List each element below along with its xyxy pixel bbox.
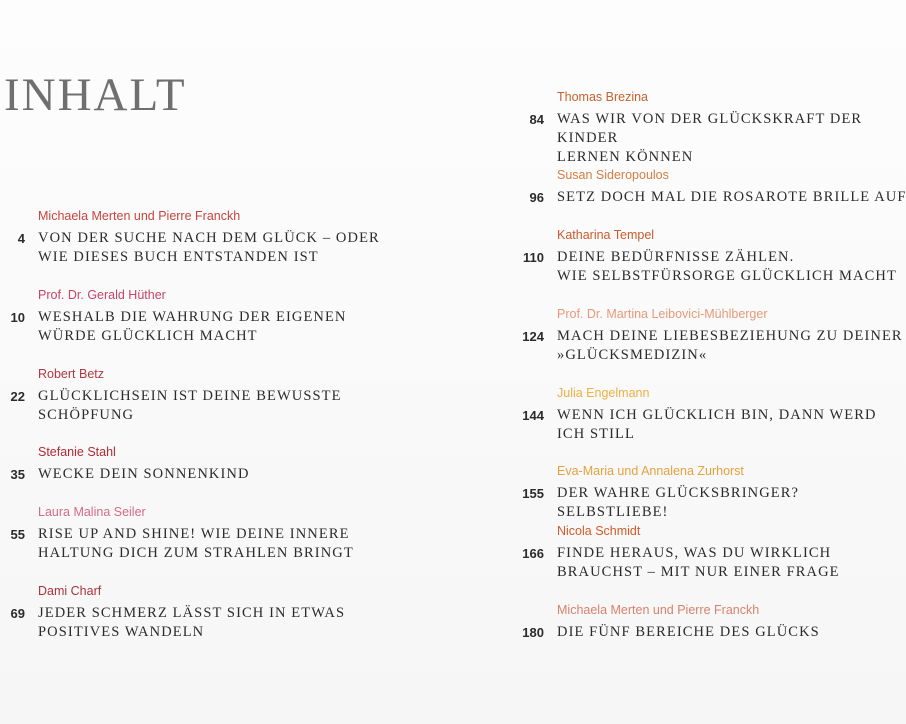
toc-entry-page-number: 110 (523, 250, 544, 265)
toc-entry-page-number: 84 (529, 112, 544, 127)
toc-entry-title: RISE UP AND SHINE! WIE DEINE INNERE HALTUNG DICH ZUM STRAHLEN BRINGT (38, 526, 354, 561)
toc-entry-title: JEDER SCHMERZ LÄSST SICH IN ETWAS POSITIVES WANDELN (38, 605, 346, 640)
toc-entry-title: WENN ICH GLÜCKLICH BIN, DANN WERD ICH STILL (557, 407, 877, 442)
toc-entry-title: DER WAHRE GLÜCKSBRINGER? SELBSTLIEBE! (557, 485, 800, 520)
toc-entry-title: GLÜCKLICHSEIN IST DEINE BEWUSSTE SCHÖPFUNG (38, 388, 342, 423)
toc-entry-author: Robert Betz (38, 367, 105, 381)
toc-entry-author: Prof. Dr. Martina Leibovici-Mühlberger (557, 307, 768, 321)
toc-entry-author: Dami Charf (38, 584, 102, 598)
toc-entry-title: DEINE BEDÜRFNISSE ZÄHLEN. WIE SELBSTFÜRSORGE GLÜCKLICH MACHT (557, 249, 897, 284)
toc-entry-title: MACH DEINE LIEBESBEZIEHUNG ZU DEINER »GLÜCKSMEDIZIN« (557, 328, 903, 363)
toc-entry-title: WESHALB DIE WAHRUNG DER EIGENEN WÜRDE GLÜCKLICH MACHT (38, 309, 347, 344)
page-title: INHALT (4, 69, 187, 121)
toc-entry-page-number: 35 (10, 467, 25, 482)
toc-entry-author: Eva-Maria und Annalena Zurhorst (557, 464, 744, 478)
toc-entry-page-number: 180 (522, 625, 544, 640)
toc-entry-title: WAS WIR VON DER GLÜCKSKRAFT DER KINDER LERNEN KÖNNEN (557, 111, 863, 165)
toc-entry-page-number: 10 (10, 310, 25, 325)
toc-entry-author: Michaela Merten und Pierre Franckh (38, 209, 241, 223)
toc-entry-title: VON DER SUCHE NACH DEM GLÜCK – ODER WIE DIESES BUCH ENTSTANDEN IST (38, 230, 380, 265)
toc-entry-author: Thomas Brezina (557, 90, 649, 104)
toc-entry-author: Prof. Dr. Gerald Hüther (38, 288, 166, 302)
toc-entry-page-number: 166 (522, 546, 544, 561)
toc-entry-author: Susan Sideropoulos (557, 168, 669, 182)
toc-entry-author: Julia Engelmann (557, 386, 650, 400)
toc-entry-page-number: 4 (17, 231, 25, 246)
toc-entry-page-number: 155 (522, 486, 544, 501)
toc-entry-page-number: 124 (522, 329, 544, 344)
toc-entry-author: Michaela Merten und Pierre Franckh (557, 603, 760, 617)
toc-entry-title: DIE FÜNF BEREICHE DES GLÜCKS (557, 624, 820, 640)
toc-entry-author: Stefanie Stahl (38, 445, 116, 459)
toc-entry-title: WECKE DEIN SONNENKIND (38, 466, 250, 482)
toc-entry-page-number: 144 (522, 408, 544, 423)
toc-entry-page-number: 22 (10, 389, 25, 404)
toc-entry-page-number: 96 (529, 190, 544, 205)
toc-entry-page-number: 55 (10, 527, 25, 542)
toc-entry-author: Laura Malina Seiler (38, 505, 146, 519)
toc-entry-title: SETZ DOCH MAL DIE ROSAROTE BRILLE AUF (557, 189, 906, 205)
toc-entry-page-number: 69 (10, 606, 25, 621)
toc-entry-author: Katharina Tempel (557, 228, 655, 242)
toc-entry-title: FINDE HERAUS, WAS DU WIRKLICH BRAUCHST – MIT NUR EINER FRAGE (557, 545, 840, 580)
toc-entry-author: Nicola Schmidt (557, 524, 641, 538)
